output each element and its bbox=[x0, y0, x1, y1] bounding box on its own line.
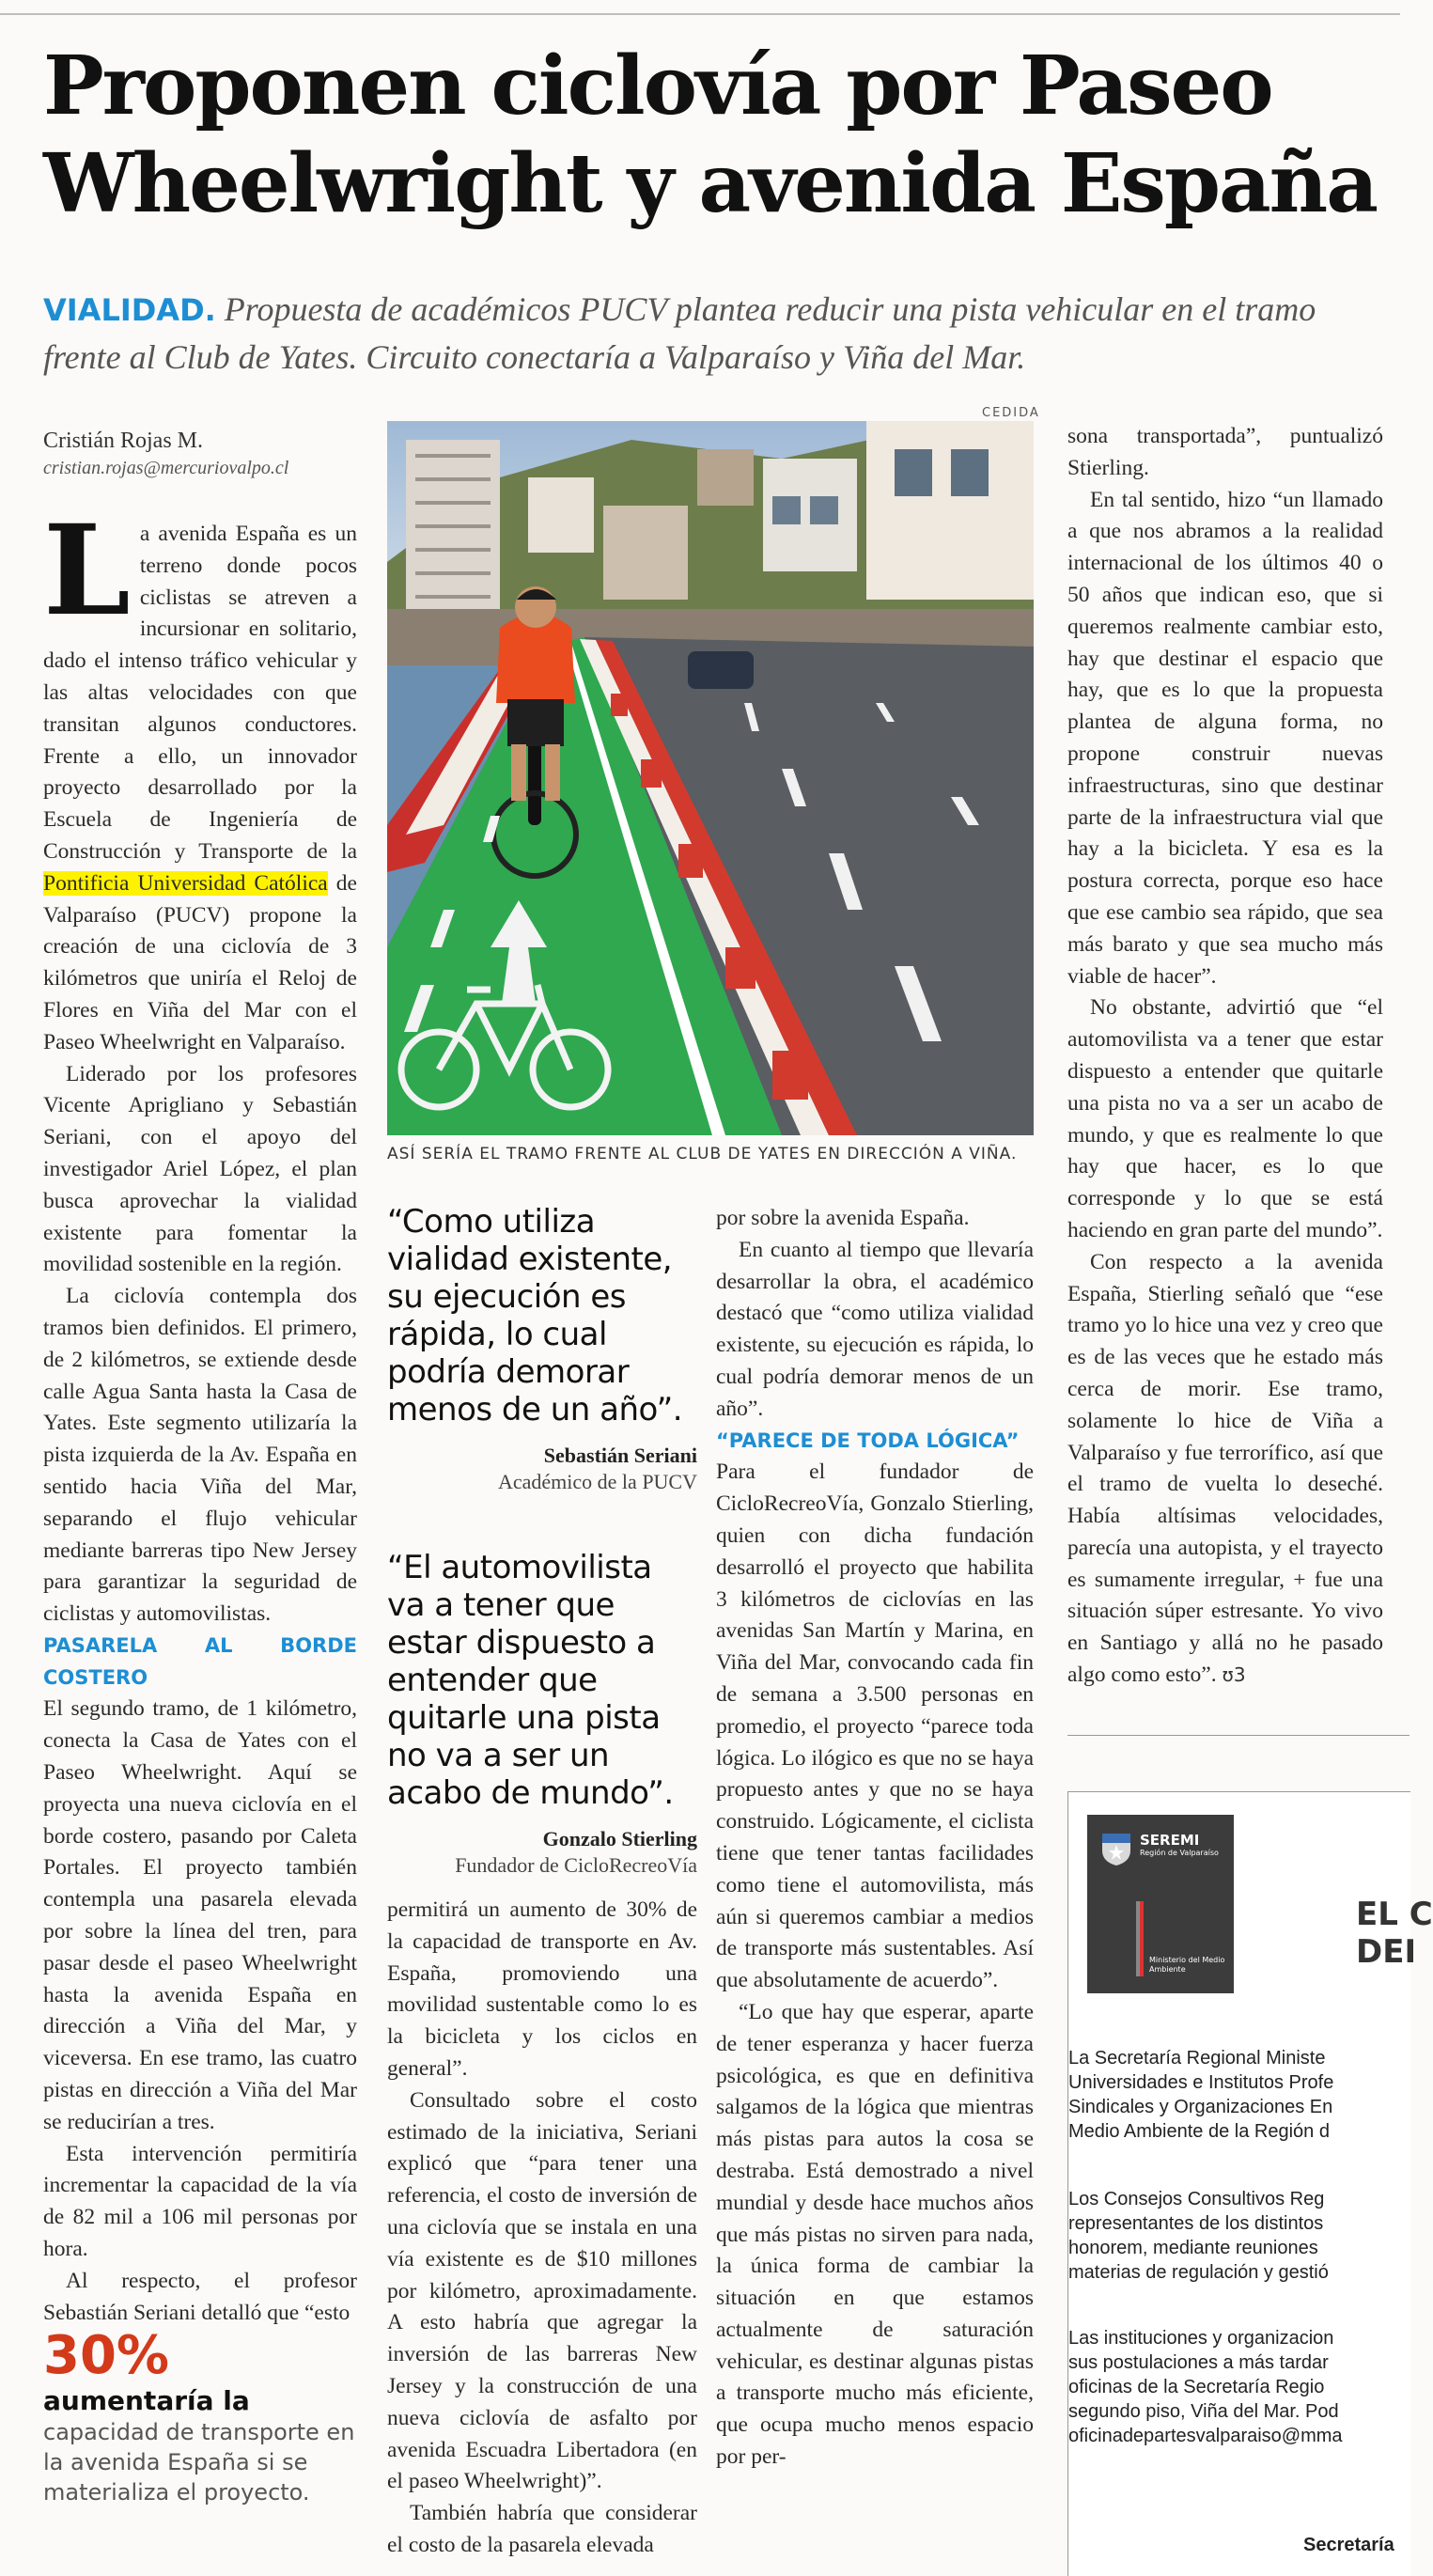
column-3 bbox=[716, 1203, 1034, 2474]
column-1 bbox=[43, 498, 357, 2329]
paragraph: El segundo tramo, de 1 kilómetro, conecta la Casa de Yates con el Paseo Wheelwright. Aquí se proyecta una nueva ciclovía en el borde costero, pasando por Caleta Portales. El proyecto también contempla una pasarela elevada por sobre la línea del tren, para pasar desde el paseo Wheelwright hasta la avenida España en dirección a Viña del Mar, y viceversa. En ese tramo, las cuatro pistas en dirección a Viña del Mar se reducirían a tres. bbox=[43, 1696, 357, 2134]
logo-region: Región de Valparaíso bbox=[1140, 1849, 1219, 1857]
column-4 bbox=[1067, 421, 1383, 1692]
paragraph: “Lo que hay que esperar, aparte de tener esperanza y hacer fuerza psicológica, es que en definitiva salgamos de la lógica que mientras más pistas para autos la cosa se destraba. Está demostrado a nivel mundial y desde hace muchos años que más pistas no sirven para nada, la única forma de cambiar la situación en que estamos actualmente de saturación vehicular, es destinar algunas pistas a transporte mucho más eficiente, que ocupa mucho menos espacio por per- bbox=[716, 1999, 1034, 2470]
quote-text: “El automovilista va a tener que estar dispuesto a entender que quitarle una pista no va a ser un acabo de mundo”. bbox=[387, 1549, 674, 1812]
logo-bar-red bbox=[1140, 1901, 1144, 1976]
pull-quote-stierling bbox=[387, 1549, 697, 1878]
subhead-pasarela: PASARELA AL BORDE COSTERO bbox=[43, 1633, 357, 1689]
quote-role: Académico de la PUCV bbox=[498, 1470, 697, 1493]
paragraph: sona transportada”, puntualizó Stierling. bbox=[1067, 424, 1383, 480]
dropcap: L bbox=[43, 498, 131, 644]
paragraph: permitirá un aumento de 30% de la capacidad de transporte en Av. España, promoviendo una movilidad sustentable como lo es la bicicleta y los ciclos en general”. bbox=[387, 1897, 697, 2081]
article-photo bbox=[387, 421, 1034, 1135]
paragraph: En tal sentido, hizo “un llamado a que nos abramos a la realidad internacional de los últimos 40 o 50 años que indican eso, que si queremos realmente cambiar esto, hay que destinar el espacio que hay, que es lo que la propuesta plantea de alguna forma, no propone construir nuevas infraestructuras, sino que destinar parte de la infraestructura vial que hay a la bicicleta. Y esa es la postura correcta, porque eso hace que ese cambio sea rápido, que sea más barato y que sea mucho más viable de hacer”. bbox=[1067, 487, 1383, 989]
ad-header: EL C DEI bbox=[1356, 1896, 1433, 1971]
column-2 bbox=[387, 1895, 697, 2562]
pull-quote-seriani bbox=[387, 1203, 697, 1494]
paragraph: Con respecto a la avenida España, Stierling señaló que “ese tramo yo lo hice una vez y creo que es de las veces que he estado más cerca de morir. Ese tramo, solamente lo hice de Viña a Valparaíso y fue terrorífico, así que el tramo de vuelta lo deseché. Había altísimas velocidades, parecía una autopista, y el trayecto es sumamente irregular, + fue una situación súper estresante. Yo vivo en Santiago y allá no he pasado algo como esto”. ʊ3 bbox=[1067, 1249, 1383, 1688]
stat-number: 30% bbox=[43, 2325, 170, 2386]
paragraph: No obstante, advirtió que “el automovilista va a tener que estar dispuesto a entender que quitarle una pista no va a ser un acabo de mundo, y que es realmente lo que hay que hacer, es lo que corresponde y lo que se está haciendo en gran parte del mundo”. bbox=[1067, 995, 1383, 1242]
paragraph: Para el fundador de CicloRecreoVía, Gonzalo Stierling, quien con dicha fundación desarrolló el proyecto que habilita 3 kilómetros de ciclovías en las avenidas San Martín y Marina, en Viña del Mar, convocando cada fin de semana a 3.500 personas en promedio, el proyecto “parece toda lógica. Lo ilógico es que no se haya propuesto antes y que no se haya construido. Lógicamente, el ciclista tiene que tener tantas facilidades como tiene el automovilista, más aún si queremos cambiar a medios de transporte más sustentables. Así que absolutamente de acuerdo”. bbox=[716, 1460, 1034, 1993]
paragraph: por sobre la avenida España. bbox=[716, 1206, 970, 1230]
author-email[interactable]: cristian.rojas@mercuriovalpo.cl bbox=[43, 458, 289, 478]
paragraph: Consultado sobre el costo estimado de la iniciativa, Seriani explicó que “para tener una referencia, el costo de inversión de una ciclovía que se instala en una vía existente es de $10 millones por kilómetro, aproximadamente. A esto habría que agregar la inversión de las barreras New Jersey y la construcción de una nueva ciclovía de asfalto por avenida Escuadra Libertadora (en el paseo Wheelwright)”. bbox=[387, 2087, 697, 2494]
quote-name: Sebastián Seriani bbox=[543, 1444, 697, 1467]
headline: Proponen ciclovía por Paseo Wheelwright y avenida España bbox=[43, 39, 1377, 231]
ad-paragraph-1: La Secretaría Regional Ministe Universidades e Institutos Profe Sindicales y Organizaciones En Medio Ambiente de la Región d bbox=[1068, 2048, 1334, 2142]
paragraph: Liderado por los profesores Vicente Aprigliano y Sebastián Seriani, con el apoyo del investigador Ariel López, el plan busca aprovechar la vialidad existente para fomentar la movilidad sostenible en la región. bbox=[43, 1061, 357, 1277]
seremi-advertisement bbox=[1067, 1791, 1433, 2576]
coat-of-arms-icon bbox=[1100, 1830, 1132, 1867]
end-mark-icon: ʊ3 bbox=[1222, 1663, 1246, 1687]
kicker: VIALIDAD. bbox=[43, 292, 216, 328]
paragraph: En cuanto al tiempo que llevaría desarrollar la obra, el académico destacó que “como utiliza vialidad existente, su ejecución es rápida, lo cual podría demorar menos de un año”. bbox=[716, 1237, 1034, 1421]
quote-name: Gonzalo Stierling bbox=[542, 1827, 697, 1850]
seremi-logo bbox=[1087, 1815, 1234, 1993]
photo-credit: CEDIDA bbox=[982, 406, 1040, 420]
paragraph: También habría que considerar el costo de la pasarela elevada bbox=[387, 2501, 697, 2557]
ad-divider bbox=[1067, 1735, 1410, 1736]
paragraph: Al respecto, el profesor Sebastián Seriani detalló que “esto bbox=[43, 2268, 357, 2325]
paragraph: La avenida España es un terreno donde pocos ciclistas se atreven a incursionar en solitario, dado el intenso tráfico vehicular y las altas velocidades con que transitan algunos conductores. Frente a ello, un innovador proyecto desarrollado por la Escuela de Ingeniería de Construcción y Transporte de la Pontificia Universidad Católica de Valparaíso (PUCV) propone la creación de una ciclovía de 3 kilómetros que uniría el Reloj de Flores en Viña del Mar con el Paseo Wheelwright en Valparaíso. bbox=[43, 498, 357, 1054]
deck-text: Propuesta de académicos PUCV plantea reducir una pista vehicular en el tramo frente al Club de Yates. Circuito conectaría a Valparaíso y Viña del Mar. bbox=[43, 290, 1316, 376]
logo-title: SEREMI bbox=[1140, 1832, 1200, 1849]
photo-caption: ASÍ SERÍA EL TRAMO FRENTE AL CLUB DE YATES EN DIRECCIÓN A VIÑA. bbox=[387, 1145, 1018, 1163]
author-name: Cristián Rojas M. bbox=[43, 429, 204, 453]
quote-text: “Como utiliza vialidad existente, su ejecución es rápida, lo cual podría demorar menos de un año”. bbox=[387, 1203, 683, 1429]
paragraph: Esta intervención permitiría incrementar la capacidad de la vía de 82 mil a 106 mil personas por hora. bbox=[43, 2141, 357, 2262]
ad-paragraph-2: Los Consejos Consultivos Reg representantes de los distintos honorem, mediante reuniones materias de regulación y gestió bbox=[1068, 2189, 1329, 2283]
paragraph: La ciclovía contempla dos tramos bien definidos. El primero, de 2 kilómetros, se extiende desde calle Agua Santa hasta la Casa de Yates. Este segmento utilizaría la pista izquierda de la Av. España en sentido hacia Viña del Mar, separando el flujo vehicular mediante barreras tipo New Jersey para garantizar la seguridad de ciclistas y automovilistas. bbox=[43, 1284, 357, 1627]
deck bbox=[43, 286, 1349, 381]
top-rule bbox=[0, 13, 1400, 15]
bike-lane-illustration bbox=[387, 421, 1034, 1135]
stat-box bbox=[43, 2326, 363, 2507]
ad-footer: Secretaría bbox=[1303, 2535, 1394, 2555]
highlighted-text: Pontificia Universidad Católica bbox=[43, 870, 328, 896]
subhead-logica: “PARECE DE TODA LÓGICA” bbox=[716, 1429, 1020, 1452]
stat-text: aumentaría la capacidad de transporte en la avenida España si se materializa el proyecto. bbox=[43, 2385, 355, 2506]
byline bbox=[43, 429, 363, 479]
quote-role: Fundador de CicloRecreoVía bbox=[455, 1853, 697, 1877]
ad-paragraph-3: Las instituciones y organizacion sus postulaciones a más tardar oficinas de la Secretaría Regio segundo piso, Viña del Mar. Pod oficinadepartesvalparaiso@mma bbox=[1068, 2328, 1343, 2446]
logo-ministry: Ministerio del Medio Ambiente bbox=[1149, 1956, 1225, 1974]
